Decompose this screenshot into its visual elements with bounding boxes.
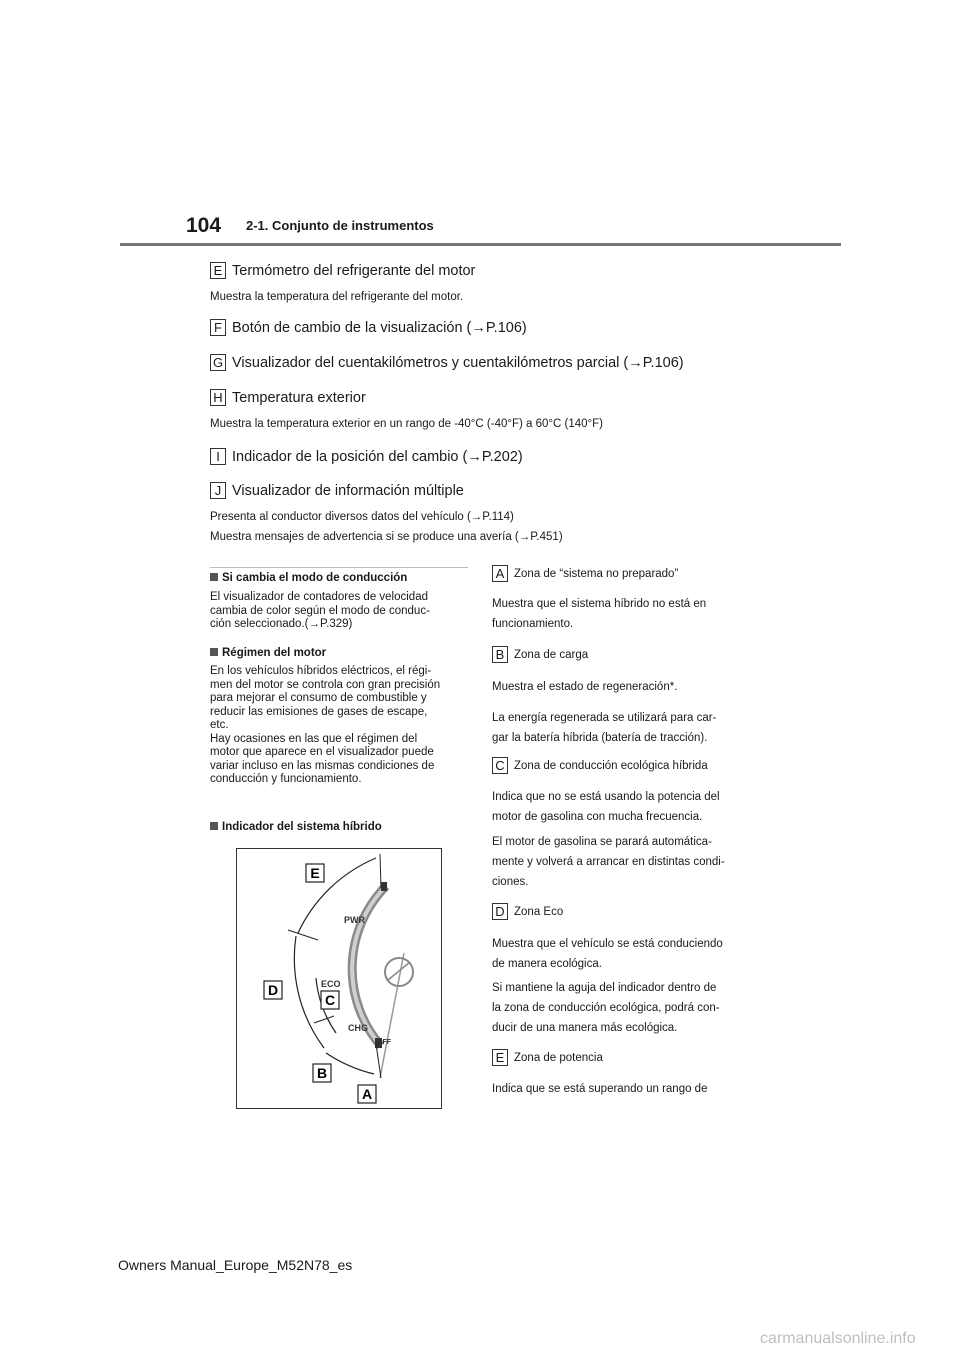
pwr-label: PWR: [344, 915, 365, 925]
watermark: carmanualsonline.info: [760, 1330, 916, 1347]
label-box: H: [210, 389, 226, 406]
label-box: A: [492, 565, 508, 582]
zone-e-body: Indica que se está superando un rango de: [492, 1083, 708, 1095]
zone-c-body: Indica que no se está usando la potencia del motor de gasolina con mucha frecuencia.: [492, 791, 720, 823]
item-e-desc: Muestra la temperatura del refrigerante del motor.: [210, 291, 464, 303]
item-h-heading: H Temperatura exterior: [210, 389, 366, 406]
callout-d: D: [267, 982, 279, 998]
zone-b-heading: B Zona de carga: [492, 646, 588, 663]
label-box: J: [210, 482, 226, 499]
label-box: C: [492, 757, 508, 774]
engine-speed-heading: Régimen del motor: [210, 647, 326, 659]
item-h-desc: Muestra la temperatura exterior en un rango de -40°C (-40°F) a 60°C (140°F): [210, 418, 603, 430]
item-j-desc2: Muestra mensajes de advertencia si se produce una avería (→P.451): [210, 531, 563, 543]
label-box: G: [210, 354, 226, 371]
item-j-desc: Presenta al conductor diversos datos del vehículo (→P.114): [210, 511, 514, 523]
label-box: D: [492, 903, 508, 920]
page-number: 104: [186, 214, 222, 237]
hybrid-indicator-diagram: [236, 848, 442, 1109]
callout-c: C: [324, 992, 336, 1008]
label-box: E: [210, 262, 226, 279]
drive-mode-heading: Si cambia el modo de conducción: [210, 572, 407, 584]
label-box: E: [492, 1049, 508, 1066]
label-box: F: [210, 319, 226, 336]
zone-c-body2: El motor de gasolina se parará automática- mente y volverá a arrancar en distintas condi- ciones.: [492, 836, 725, 888]
header-rule: [120, 243, 841, 246]
engine-speed-body: En los vehículos híbridos eléctricos, el régi- men del motor se controla con gran precisión para mejorar el consumo de combustible y reducir las emisiones de gases de escape, etc. Hay ocasiones en las que el régimen del motor que aparece en el visualizador puede variar incluso en las mismas condiciones de conducción y funcionamiento.: [210, 665, 441, 785]
eco-label: ECO: [321, 979, 341, 989]
item-f-heading: F Botón de cambio de la visualización (→P.106): [210, 319, 527, 336]
label-box: I: [210, 448, 226, 465]
zone-b-body2: La energía regenerada se utilizará para car- gar la batería híbrida (batería de tracción).: [492, 712, 717, 744]
callout-b: B: [316, 1065, 328, 1081]
footer-text: Owners Manual_Europe_M52N78_es: [118, 1257, 353, 1273]
zone-e-heading: E Zona de potencia: [492, 1049, 603, 1066]
zone-d-heading: D Zona Eco: [492, 903, 563, 920]
zone-c-heading: C Zona de conducción ecológica híbrida: [492, 757, 708, 774]
item-e-heading: E Termómetro del refrigerante del motor: [210, 262, 475, 279]
square-bullet-icon: [210, 573, 218, 581]
item-j-heading: J Visualizador de información múltiple: [210, 482, 464, 499]
zone-d-body2: Si mantiene la aguja del indicador dentro de la zona de conducción ecológica, podrá con- ducir de una manera más ecológica.: [492, 982, 720, 1034]
callout-e: E: [310, 865, 320, 881]
section-title: 2-1. Conjunto de instrumentos: [246, 218, 434, 233]
item-g-heading: G Visualizador del cuentakilómetros y cuentakilómetros parcial (→P.106): [210, 354, 684, 371]
divider: [210, 567, 468, 568]
chg-label: CHG: [348, 1023, 368, 1033]
label-box: B: [492, 646, 508, 663]
zone-b-body: Muestra el estado de regeneración*.: [492, 681, 678, 693]
item-i-heading: I Indicador de la posición del cambio (→P.202): [210, 448, 523, 465]
drive-mode-body: El visualizador de contadores de velocidad cambia de color según el modo de conduc- ción seleccionado.(→P.329): [210, 591, 430, 630]
square-bullet-icon: [210, 648, 218, 656]
zone-d-body: Muestra que el vehículo se está conduciendo de manera ecológica.: [492, 938, 723, 970]
callout-a: A: [361, 1086, 373, 1102]
gauge-top-cap: [381, 882, 387, 891]
square-bullet-icon: [210, 822, 218, 830]
zone-a-heading: A Zona de “sistema no preparado”: [492, 565, 678, 582]
off-label: OFF: [377, 1039, 391, 1046]
hybrid-indicator-heading: Indicador del sistema híbrido: [210, 821, 382, 833]
zone-a-body: Muestra que el sistema híbrido no está en funcionamiento.: [492, 598, 707, 630]
